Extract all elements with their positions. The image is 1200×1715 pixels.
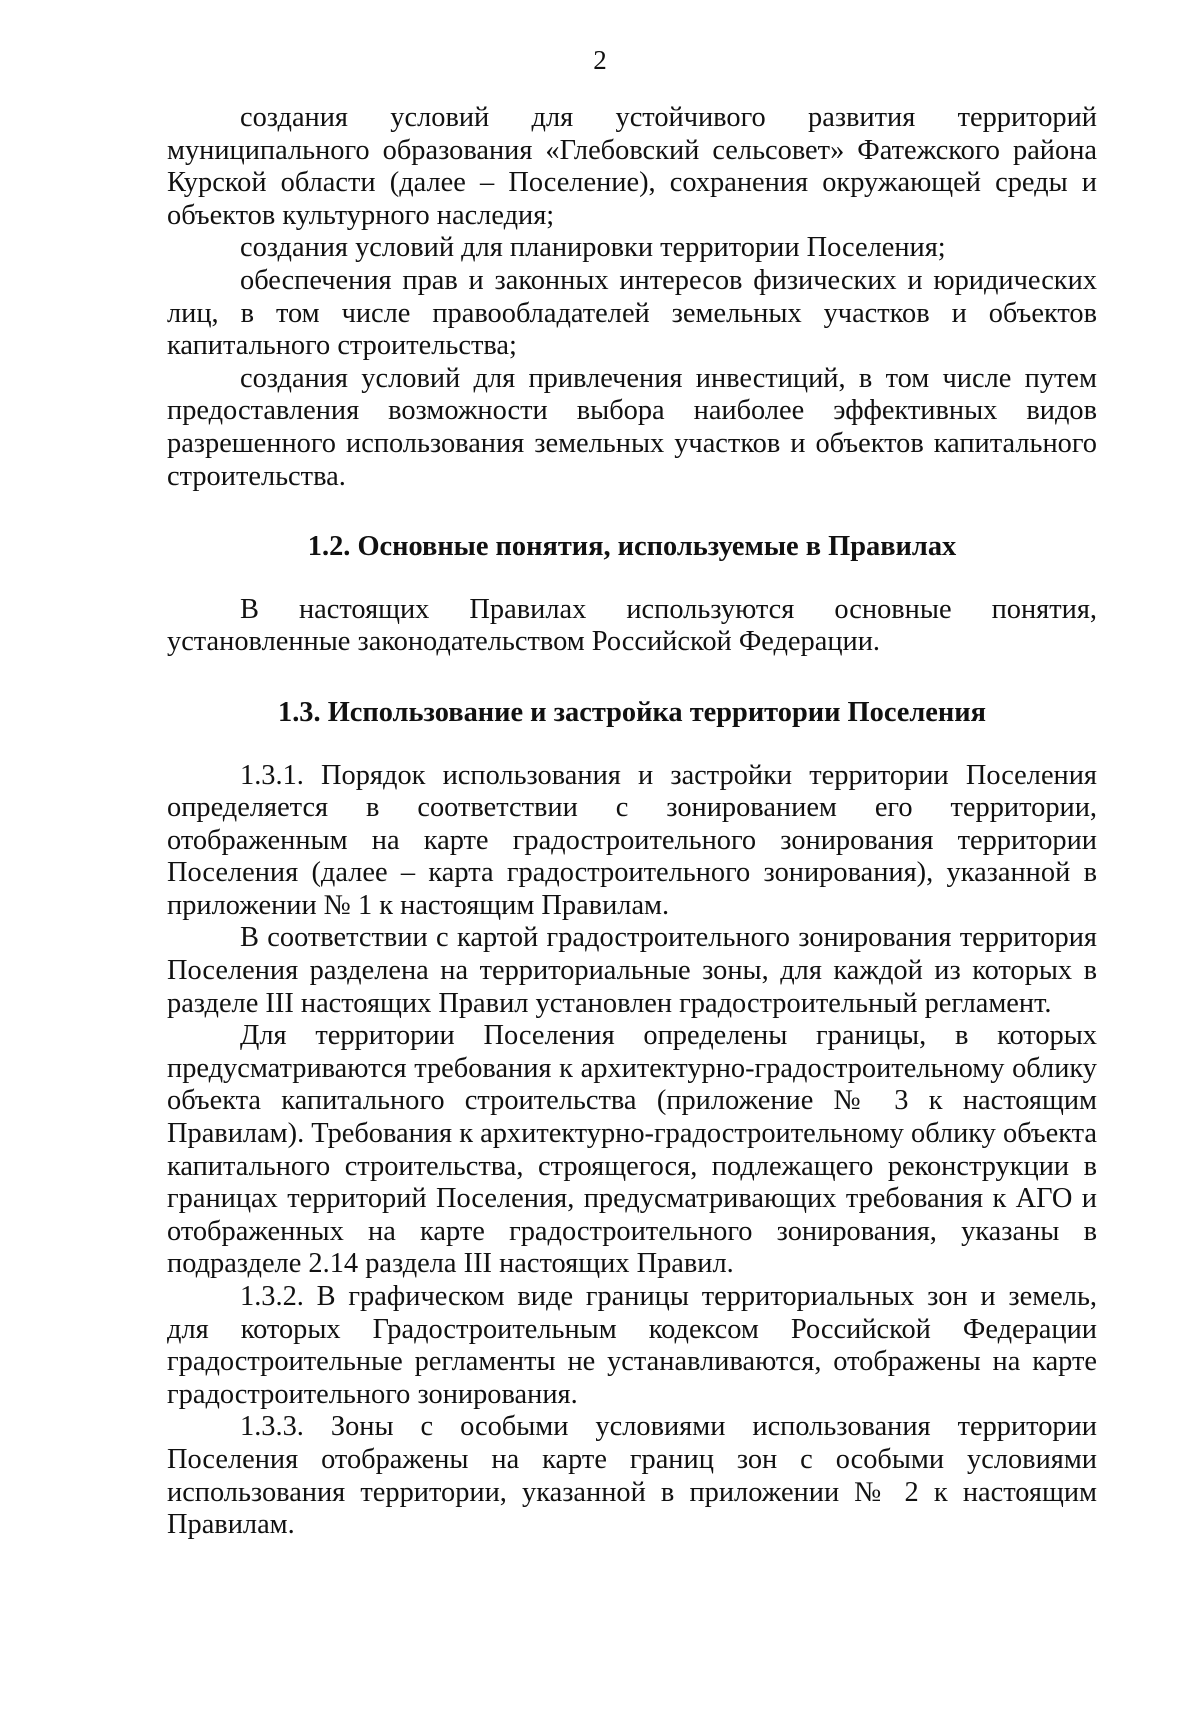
intro-paragraph: обеспечения прав и законных интересов физических и юридических лиц, в том числе правообладателей земельных участков и объектов капитального строительства;: [167, 264, 1097, 362]
spacer: [167, 493, 1097, 531]
section-1-3-paragraph: 1.3.1. Порядок использования и застройки территории Поселения определяется в соответствии с зонированием его территории, отображенным на карте градостроительного зонирования территории Поселения (далее – карта градостроительного зонирования), указанной в приложении № 1 к настоящим Правилам.: [167, 759, 1097, 921]
section-1-3-paragraph: В соответствии с картой градостроительного зонирования территория Поселения разделена на территориальные зоны, для каждой из которых в разделе III настоящих Правил установлен градостроительный регламент.: [167, 922, 1097, 1019]
spacer: [167, 564, 1097, 594]
section-heading-1-2: 1.2. Основные понятия, используемые в Правилах: [307, 531, 957, 563]
section-1-2-paragraph: В настоящих Правилах используются основные понятия, установленные законодательством Российской Федерации.: [167, 593, 1097, 658]
spacer: [167, 730, 1097, 760]
page-number: 2: [593, 45, 607, 75]
intro-paragraph: создания условий для планировки территории Поселения;: [240, 232, 946, 264]
intro-paragraph: создания условий для устойчивого развития территорий муниципального образования «Глебовский сельсовет» Фатежского района Курской области (далее – Поселение), сохранения окружающей среды и объектов культурного наследия;: [167, 102, 1097, 231]
section-1-3-paragraph: 1.3.2. В графическом виде границы территориальных зон и земель, для которых Градостроительным кодексом Российской Федерации градостроительные регламенты не устанавливаются, отображены на карте градостроительного зонирования.: [167, 1281, 1097, 1410]
spacer: [167, 659, 1097, 697]
intro-paragraph: создания условий для привлечения инвестиций, в том числе путем предоставления возможности выбора наиболее эффективных видов разрешенного использования земельных участков и объектов капитального строительства.: [167, 362, 1097, 492]
section-1-3-paragraph: Для территории Поселения определены границы, в которых предусматриваются требования к архитектурно-градостроительному облику объекта капитального строительства (приложение № 3 к настоящим Правилам). Требования к архитектурно-градостроительному облику объекта капитального строительства, строящегося, подлежащего реконструкции в границах территорий Поселения, предусматривающих требования к АГО и отображенных на карте градостроительного зонирования, указаны в подразделе 2.14 раздела III настоящих Правил.: [167, 1020, 1097, 1280]
section-1-3-paragraph: 1.3.3. Зоны с особыми условиями использования территории Поселения отображены на карте границ зон с особыми условиями использования территории, указанной в приложении № 2 к настоящим Правилам.: [167, 1411, 1097, 1541]
document-body: [167, 102, 1097, 1542]
section-heading-1-3: 1.3. Использование и застройка территории Поселения: [278, 696, 986, 728]
